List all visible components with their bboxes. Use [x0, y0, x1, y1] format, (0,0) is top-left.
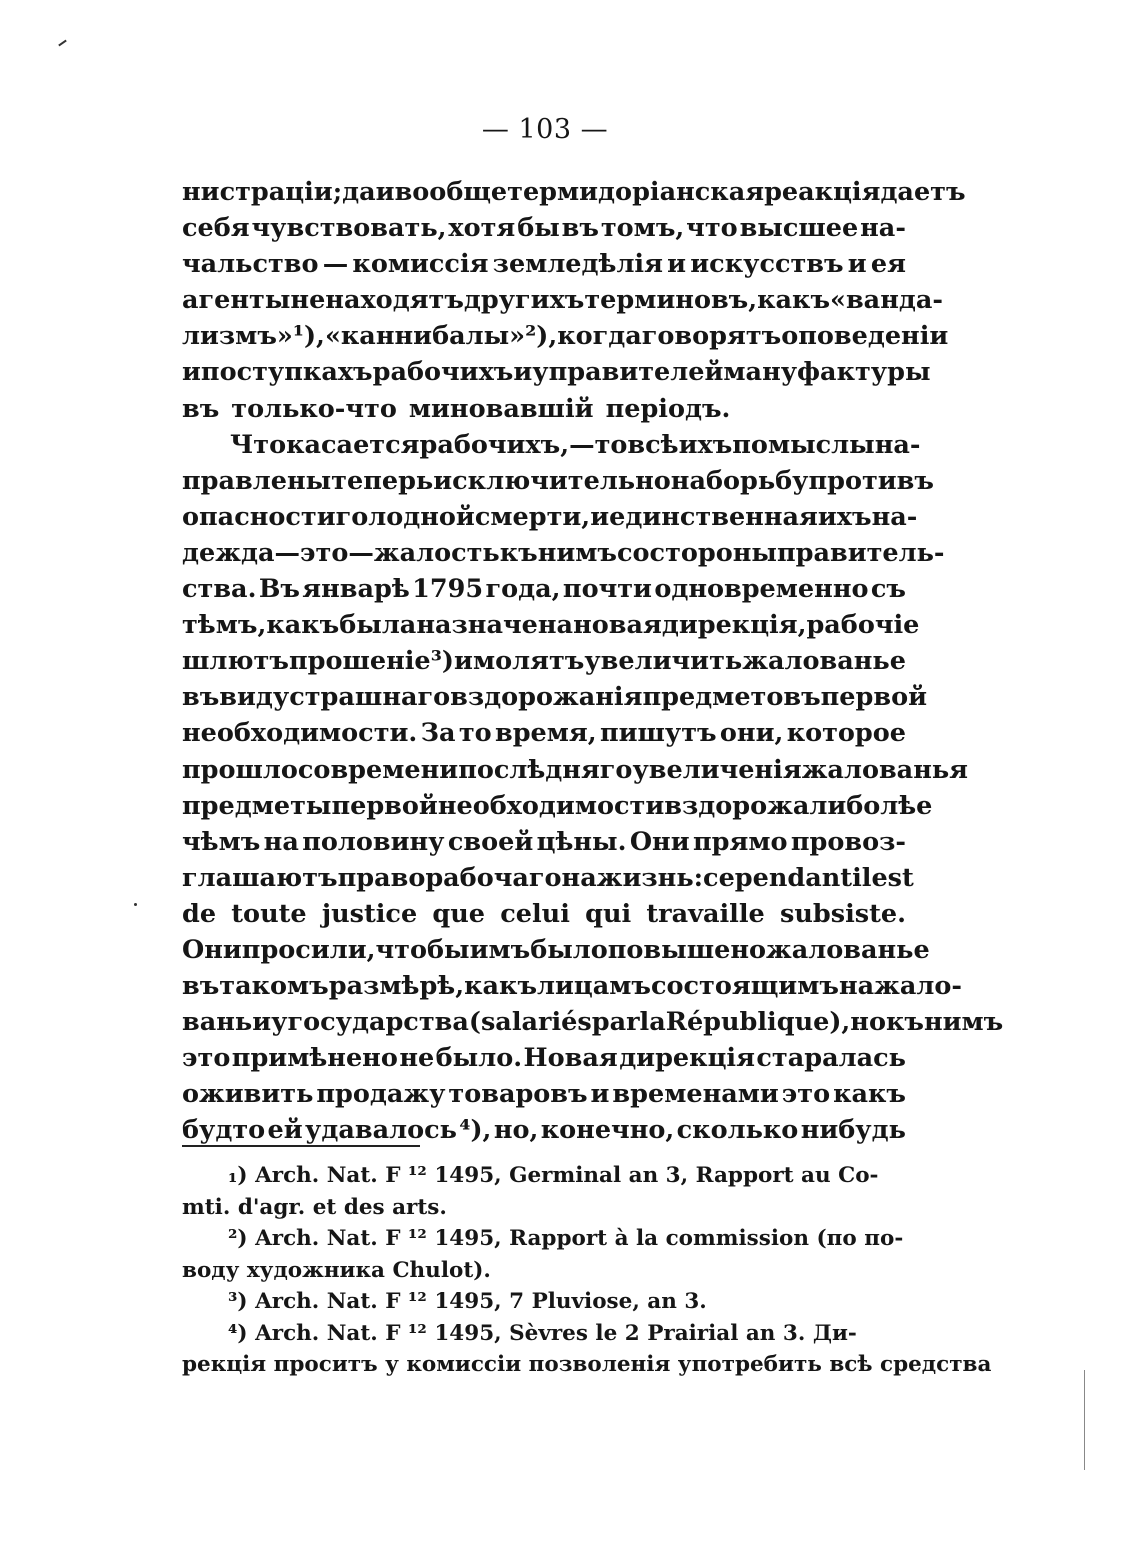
- word: сколько: [676, 1115, 799, 1146]
- word: предметовъ: [642, 682, 821, 713]
- word: и: [182, 357, 201, 388]
- main-text: [182, 174, 1004, 1149]
- word: только-что: [231, 393, 397, 424]
- word: борьбу: [705, 465, 809, 496]
- text-line: [182, 968, 962, 1004]
- word: qui: [585, 898, 632, 929]
- text-line: [182, 1112, 906, 1148]
- word: чальство: [182, 249, 319, 280]
- word: себя: [182, 213, 250, 244]
- word: имъ: [469, 934, 531, 965]
- text-line: [182, 715, 906, 751]
- word: За: [420, 718, 456, 749]
- word: «каннибалы»: [324, 321, 526, 352]
- word: что: [686, 213, 738, 244]
- word: управителей: [532, 357, 724, 388]
- word: жизнь:: [596, 862, 704, 893]
- word: дирекція,: [661, 610, 807, 641]
- word: времени: [330, 754, 459, 785]
- word: необходимости.: [182, 718, 418, 749]
- word: у: [271, 1007, 288, 1038]
- word: другихъ: [463, 285, 585, 316]
- word: искусствъ: [690, 249, 844, 280]
- word: и: [375, 177, 395, 207]
- word: чѣмъ: [182, 826, 261, 857]
- word: реакція: [764, 177, 881, 207]
- word: жалованье: [766, 934, 930, 965]
- text-line: [182, 1076, 906, 1112]
- word: дирекція: [619, 1043, 755, 1074]
- word: ваньи: [182, 1007, 272, 1038]
- word: прямо: [693, 826, 788, 857]
- word: на: [561, 862, 597, 893]
- word: Въ: [258, 574, 300, 605]
- text-line: [182, 896, 906, 932]
- word: даетъ: [880, 177, 966, 207]
- text-line: [182, 788, 933, 824]
- word: шлютъ: [182, 646, 289, 677]
- word: земледѣлія: [492, 249, 663, 280]
- word: прошеніе: [288, 646, 431, 677]
- word: вздорожанія: [450, 682, 643, 713]
- word: «ванда-: [830, 285, 943, 316]
- word: была: [339, 610, 417, 641]
- word: было: [530, 934, 608, 965]
- footnote-line: рекція проситъ у комиссіи позволенія употребить всѣ средства: [182, 1352, 992, 1377]
- word: и: [667, 249, 687, 280]
- word: нистраціи;: [182, 177, 343, 207]
- word: стороны: [649, 537, 777, 568]
- word: (salariés: [468, 1007, 592, 1038]
- word: Они: [182, 934, 242, 965]
- word: на-: [860, 213, 906, 244]
- word: и: [454, 646, 473, 677]
- word: ²),: [525, 321, 558, 352]
- word: состоящимъ: [651, 971, 839, 1002]
- word: единственная: [609, 501, 818, 532]
- page-number: — 103 —: [481, 114, 609, 145]
- word: лицамъ: [537, 971, 651, 1002]
- word: всѣ: [627, 429, 679, 460]
- word: будто: [182, 1115, 266, 1146]
- word: болѣе: [846, 790, 933, 821]
- word: ¹),: [292, 321, 325, 352]
- text-line: [182, 499, 918, 535]
- word: нимъ: [537, 537, 617, 568]
- word: ³): [430, 646, 454, 677]
- word: ихъ: [817, 501, 872, 532]
- word: въ: [182, 971, 220, 1002]
- word: бы: [517, 213, 560, 244]
- word: и: [847, 249, 867, 280]
- word: поведеніи: [798, 321, 949, 352]
- text-line: [182, 282, 943, 318]
- word: Новая: [523, 1043, 618, 1074]
- word: такомъ: [219, 971, 329, 1002]
- word: опасности: [182, 501, 336, 532]
- text-line: [182, 1004, 1004, 1040]
- word: да: [342, 177, 376, 207]
- word: цѣны.: [536, 826, 627, 857]
- text-line: [182, 643, 906, 679]
- word: январѣ: [302, 574, 410, 605]
- word: поступкахъ: [200, 357, 373, 388]
- word: право: [337, 862, 426, 893]
- text-line: [182, 427, 921, 463]
- word: говорятъ: [641, 321, 782, 352]
- word: il: [852, 862, 872, 893]
- word: теперь: [331, 465, 434, 496]
- word: ея: [870, 249, 906, 280]
- word: прошло: [182, 754, 298, 785]
- word: оживить: [182, 1079, 314, 1110]
- word: пишутъ: [599, 718, 717, 749]
- word: къ: [885, 1007, 924, 1038]
- word: размѣрѣ,: [328, 971, 465, 1002]
- word: 1795: [412, 574, 484, 605]
- word: République),: [665, 1007, 851, 1038]
- word: къ: [499, 537, 538, 568]
- word: но: [850, 1007, 886, 1038]
- text-line: [182, 535, 945, 571]
- word: въ: [182, 682, 220, 713]
- word: жало-: [874, 971, 962, 1002]
- word: въ: [561, 213, 599, 244]
- word: на-: [871, 501, 918, 532]
- word: глашаютъ: [182, 862, 338, 893]
- word: toute: [231, 898, 307, 929]
- word: чувствовать,: [251, 213, 447, 244]
- word: увеличить: [584, 646, 743, 677]
- word: находятъ: [325, 285, 464, 316]
- text-line: [182, 752, 968, 788]
- word: о: [781, 321, 799, 352]
- text-line: [182, 571, 906, 607]
- word: ей: [267, 1115, 303, 1146]
- word: высшее: [739, 213, 859, 244]
- word: est: [871, 862, 914, 893]
- word: не: [290, 285, 326, 316]
- text-line: [182, 391, 906, 427]
- word: временами: [612, 1079, 779, 1110]
- word: они,: [719, 718, 784, 749]
- word: la: [639, 1007, 666, 1038]
- word: новая: [573, 610, 662, 641]
- word: дежда—это—жалость: [182, 537, 500, 568]
- word: правитель-: [776, 537, 945, 568]
- scan-mark-top-left: [58, 40, 67, 47]
- word: какъ: [757, 285, 831, 316]
- word: ства.: [182, 574, 257, 605]
- word: голодной: [335, 501, 475, 532]
- word: просили,: [241, 934, 376, 965]
- word: помыслы: [732, 429, 875, 460]
- word: правлены: [182, 465, 332, 496]
- word: страшнаго: [289, 682, 451, 713]
- word: Что: [230, 429, 287, 460]
- word: не: [399, 1043, 435, 1074]
- word: періодъ.: [605, 393, 731, 424]
- word: это: [781, 1079, 831, 1110]
- word: миновавшій: [408, 393, 594, 424]
- word: рабочаго: [425, 862, 562, 893]
- word: примѣнено: [231, 1043, 398, 1074]
- text-line: [182, 246, 906, 282]
- word: послѣдняго: [458, 754, 633, 785]
- word: своей: [447, 826, 534, 857]
- word: повышено: [607, 934, 767, 965]
- word: необходимости: [437, 790, 665, 821]
- word: смерти,: [474, 501, 591, 532]
- text-line: [182, 174, 966, 210]
- word: половину: [302, 826, 445, 857]
- word: товаровъ: [448, 1079, 588, 1110]
- footnote-line: ⁴) Arch. Nat. F ¹² 1495, Sèvres le 2 Prairial an 3. Ди-: [228, 1320, 857, 1346]
- word: противъ: [808, 465, 934, 496]
- word: виду: [219, 682, 290, 713]
- word: на: [670, 465, 706, 496]
- text-line: [182, 679, 927, 715]
- word: мануфактуры: [723, 357, 931, 388]
- word: жалованья: [801, 754, 968, 785]
- text-line: [182, 824, 906, 860]
- word: томъ,: [600, 213, 685, 244]
- word: государства: [287, 1007, 469, 1038]
- word: ⁴),: [459, 1115, 492, 1146]
- word: провоз-: [790, 826, 906, 857]
- word: когда: [557, 321, 642, 352]
- word: на-: [874, 429, 921, 460]
- word: subsiste.: [779, 898, 906, 929]
- word: ихъ: [678, 429, 733, 460]
- word: старалась: [756, 1043, 906, 1074]
- word: назначена: [416, 610, 574, 641]
- word: тѣмъ,: [182, 610, 267, 641]
- word: терминовъ,: [584, 285, 758, 316]
- footnote-line: ²) Arch. Nat. F ¹² 1495, Rapport à la commission (по по-: [228, 1226, 904, 1251]
- word: какъ: [464, 971, 538, 1002]
- word: термидоріанская: [507, 177, 765, 207]
- word: агенты: [182, 285, 291, 316]
- footnote-line: ³) Arch. Nat. F ¹² 1495, 7 Pluviose, an 3.: [228, 1289, 707, 1314]
- word: удавалось: [305, 1115, 457, 1146]
- text-line: [182, 932, 930, 968]
- word: то: [458, 718, 492, 749]
- word: но,: [493, 1115, 539, 1146]
- text-line: [182, 463, 934, 499]
- word: на: [838, 971, 875, 1002]
- word: нибудь: [800, 1115, 906, 1146]
- word: вздорожали: [664, 790, 847, 821]
- word: лизмъ»: [182, 321, 293, 352]
- word: justice: [321, 898, 418, 929]
- word: которое: [786, 718, 906, 749]
- word: нимъ: [923, 1007, 1004, 1038]
- word: съ: [870, 574, 906, 605]
- word: рабочихъ,—то: [419, 429, 628, 460]
- footnote-line: mti. d'agr. et des arts.: [182, 1194, 447, 1220]
- word: рабочіе: [806, 610, 920, 641]
- word: чтобы: [375, 934, 470, 965]
- text-line: [182, 607, 920, 643]
- word: и: [513, 357, 533, 388]
- word: въ: [182, 393, 220, 424]
- word: время,: [494, 718, 597, 749]
- text-line: [182, 354, 931, 390]
- footnote-divider: [182, 1145, 420, 1147]
- word: года,: [485, 574, 561, 605]
- text-line: [182, 1040, 906, 1076]
- word: исключительно: [433, 465, 671, 496]
- word: и: [590, 1079, 610, 1110]
- word: продажу: [316, 1079, 446, 1110]
- word: вообще: [394, 177, 508, 207]
- word: de: [182, 898, 217, 929]
- word: и: [590, 501, 610, 532]
- word: travaille: [646, 898, 765, 929]
- footnote-line: воду художника Chulot).: [182, 1257, 491, 1283]
- word: какъ: [266, 610, 340, 641]
- word: было.: [435, 1043, 523, 1074]
- word: конечно,: [540, 1115, 675, 1146]
- text-line: [182, 210, 906, 246]
- text-line: [182, 860, 914, 896]
- word: предметы: [182, 790, 332, 821]
- word: —: [322, 249, 349, 280]
- word: рабочихъ: [372, 357, 514, 388]
- word: касается: [286, 429, 420, 460]
- word: это: [182, 1043, 231, 1074]
- word: que: [432, 898, 485, 929]
- word: хотя: [448, 213, 516, 244]
- word: на: [263, 826, 299, 857]
- word: par: [591, 1007, 640, 1038]
- scan-mark-left-dot: [134, 903, 137, 906]
- word: первой: [331, 790, 438, 821]
- word: почти: [562, 574, 652, 605]
- word: Они: [629, 826, 690, 857]
- word: молятъ: [472, 646, 585, 677]
- footnotes: [182, 1160, 992, 1381]
- word: какъ: [833, 1079, 906, 1110]
- word: комиссія: [352, 249, 489, 280]
- footnote-line: ₁) Arch. Nat. F ¹² 1495, Germinal an 3, Rapport au Co-: [228, 1163, 879, 1188]
- word: celui: [500, 898, 570, 929]
- scan-edge-line-right: [1084, 1370, 1085, 1470]
- word: cependant: [703, 862, 853, 893]
- word: жалованье: [742, 646, 906, 677]
- text-line: [182, 318, 949, 354]
- word: со: [297, 754, 331, 785]
- word: со: [617, 537, 650, 568]
- word: одновременно: [654, 574, 869, 605]
- word: первой: [820, 682, 927, 713]
- word: увеличенія: [632, 754, 802, 785]
